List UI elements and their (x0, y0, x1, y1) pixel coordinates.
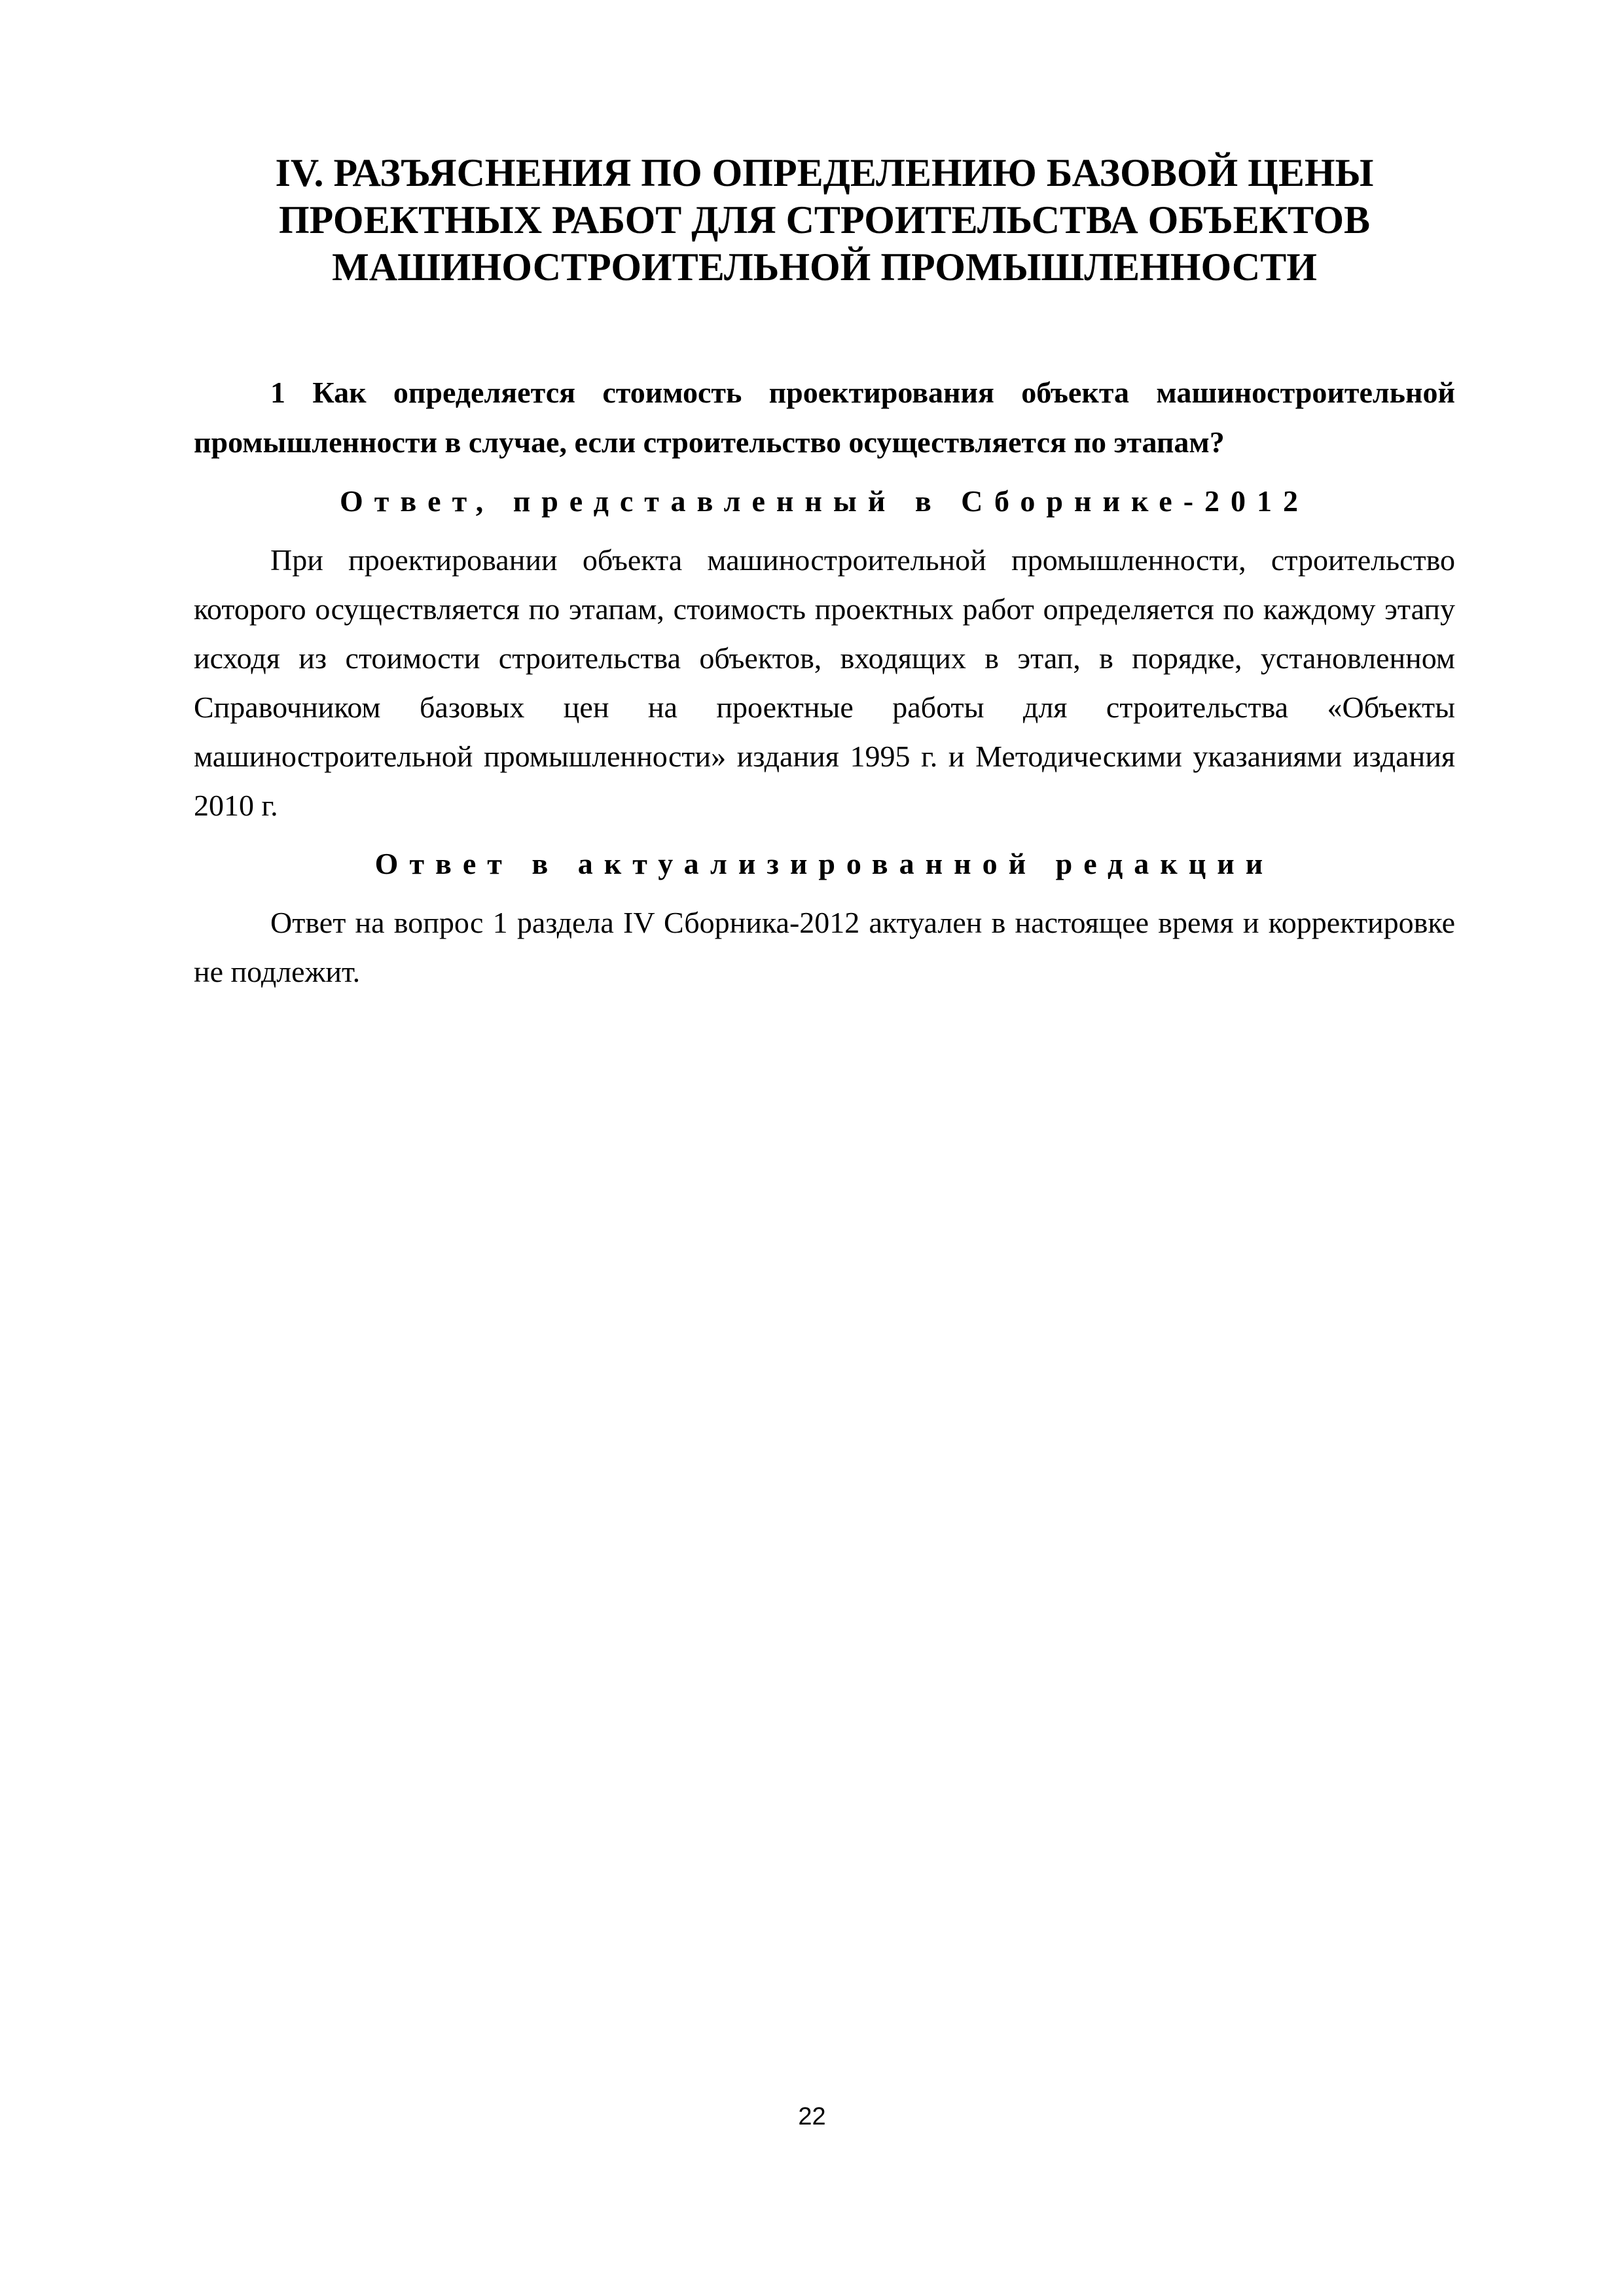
answer-updated-heading: Ответ в актуализированной редакции (374, 847, 1274, 880)
question-text: 1 Как определяется стоимость проектирования объекта машиностроительной промышленности в случае, если строительство осуществляется по этапам? (194, 376, 1455, 459)
page-number: 22 (798, 2103, 826, 2130)
section-title-line-3: МАШИНОСТРОИТЕЛЬНОЙ ПРОМЫШЛЕННОСТИ (332, 245, 1317, 289)
section-title (194, 149, 1455, 291)
answer-2012-heading: Ответ, представленный в Сборнике-2012 (339, 484, 1310, 518)
answer-2012-text: При проектировании объекта машиностроительной промышленности, строительство которого осуществляется по этапам, стоимость проектных работ определяется по каждому этапу исходя из стоимости строительства объектов, входящих в этап, в порядке, установленном Справочником базовых цен на проектные работы для строительства «Объекты машиностроительной промышленности» издания 1995 г. и Методическими указаниями издания 2010 г. (194, 543, 1455, 822)
page-content (194, 149, 1455, 996)
section-title-line-2: ПРОЕКТНЫХ РАБОТ ДЛЯ СТРОИТЕЛЬСТВА ОБЪЕКТОВ (278, 198, 1371, 242)
section-title-line-1: IV. РАЗЪЯСНЕНИЯ ПО ОПРЕДЕЛЕНИЮ БАЗОВОЙ ЦЕНЫ (275, 151, 1374, 194)
answer-updated-text: Ответ на вопрос 1 раздела IV Сборника-2012 актуален в настоящее время и корректировке не подлежит. (194, 906, 1455, 988)
